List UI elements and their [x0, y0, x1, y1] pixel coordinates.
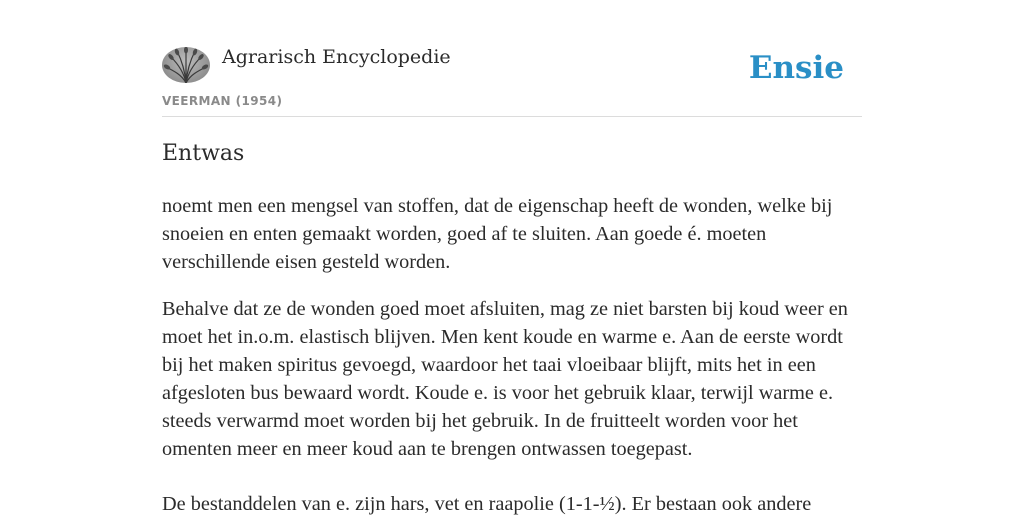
ensie-brand-link[interactable]: Ensie — [748, 50, 844, 86]
entry-paragraph: Behalve dat ze de wonden goed moet afsluiten, mag ze niet barsten bij koud weer en moet het in.o.m. elastisch blijven. Men kent koude en warme e. Aan de eerste wordt bij het maken spiritus gevoegd, waardoor het taai vloeibaar blijft, mits het in een afgesloten bus bewaard wordt. Koude e. is voor het gebruik klaar, terwijl warme e. steeds verwarmd moet worden bij het gebruik. In de fruitteelt worden voor het omenten meer en meer koud aan te brengen ontwassen toegepast. — [162, 298, 848, 460]
entry-title: Entwas — [162, 141, 245, 166]
source-title[interactable]: Agrarisch Encyclopedie — [222, 46, 451, 68]
entry-paragraph: De bestanddelen van e. zijn hars, vet en raapolie (1-1-½). Er bestaan ook andere — [162, 493, 812, 515]
wheat-sheaf-logo-icon[interactable] — [162, 47, 210, 83]
source-author-year: VEERMAN (1954) — [162, 94, 283, 108]
entry-paragraph: noemt men een mengsel van stoffen, dat de eigenschap heeft de wonden, welke bij snoeien en enten gemaakt worden, goed af te sluiten. Aan goede é. moeten verschillende eisen gesteld worden. — [162, 195, 833, 273]
page-content — [162, 0, 862, 515]
source-header — [162, 0, 862, 117]
